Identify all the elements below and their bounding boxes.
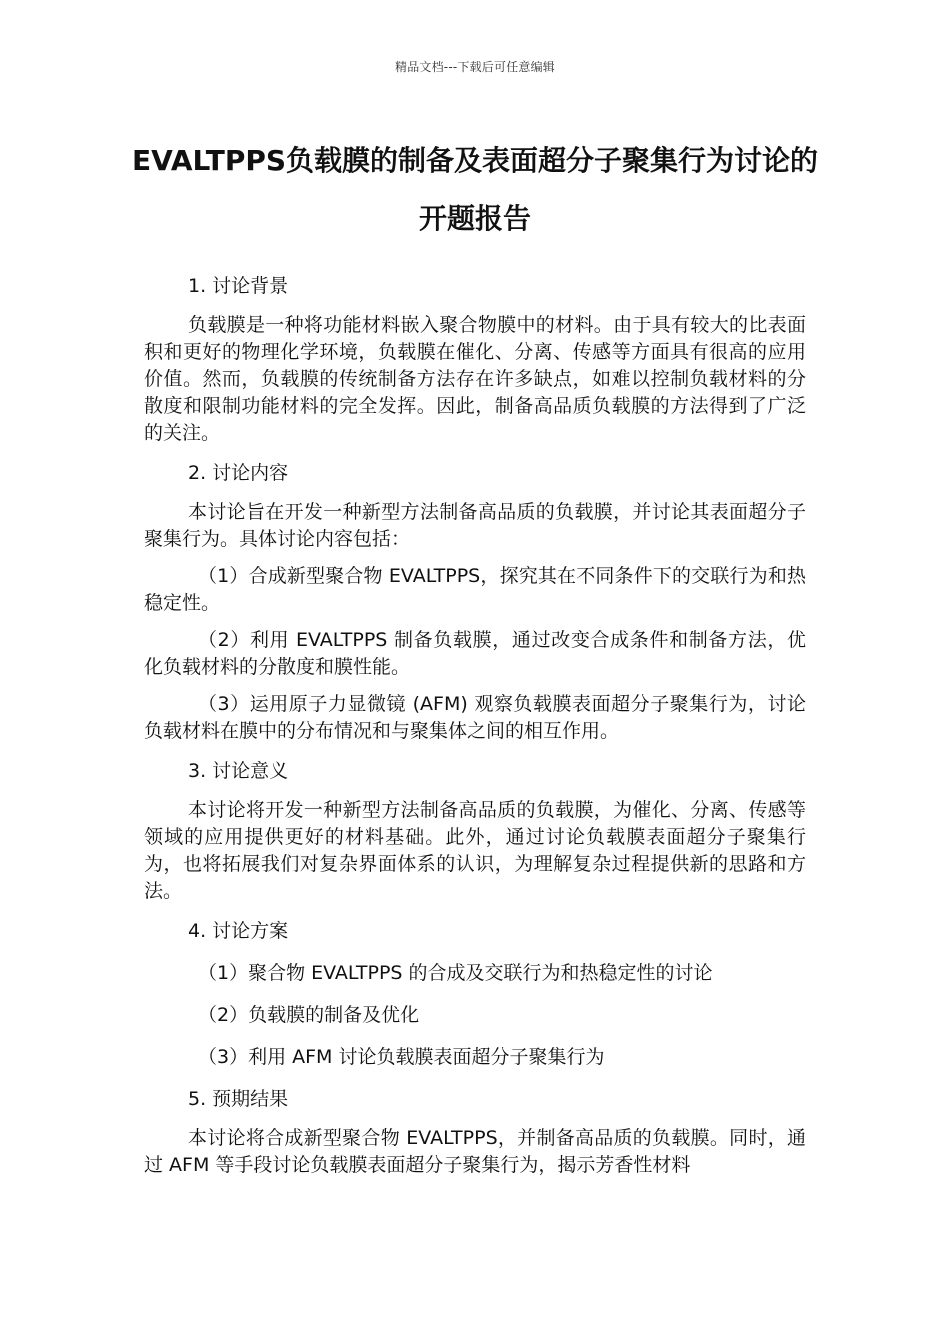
document-body — [144, 270, 806, 1189]
content-list-item: （3）运用原子力显微镜 (AFM) 观察负载膜表面超分子聚集行为，讨论负载材料在膜中的分布情况和与聚集体之间的相互作用。 — [144, 693, 806, 742]
section-paragraph-expected-results: 本讨论将合成新型聚合物 EVALTPPS，并制备高品质的负载膜。同时，通过 AFM 等手段讨论负载膜表面超分子聚集行为，揭示芳香性材料 — [144, 1127, 806, 1176]
plan-list-item: （2）负载膜的制备及优化 — [198, 1004, 420, 1026]
plan-list-item: （3）利用 AFM 讨论负载膜表面超分子聚集行为 — [198, 1046, 605, 1068]
document-title: EVALTPPS负载膜的制备及表面超分子聚集行为讨论的开题报告 — [131, 144, 819, 235]
section-heading-background: 1. 讨论背景 — [188, 275, 289, 297]
section-paragraph-background: 负载膜是一种将功能材料嵌入聚合物膜中的材料。由于具有较大的比表面积和更好的物理化学环境，负载膜在催化、分离、传感等方面具有很高的应用价值。然而，负载膜的传统制备方法存在许多缺点，如难以控制负载材料的分散度和限制功能材料的完全发挥。因此，制备高品质负载膜的方法得到了广泛的关注。 — [144, 314, 806, 444]
content-list-item: （2）利用 EVALTPPS 制备负载膜，通过改变合成条件和制备方法，优化负载材料的分散度和膜性能。 — [144, 629, 806, 678]
content-list-item: （1）合成新型聚合物 EVALTPPS，探究其在不同条件下的交联行为和热稳定性。 — [144, 565, 806, 614]
section-heading-significance: 3. 讨论意义 — [188, 760, 289, 782]
section-heading-expected-results: 5. 预期结果 — [188, 1088, 289, 1110]
section-heading-content: 2. 讨论内容 — [188, 462, 289, 484]
section-heading-plan: 4. 讨论方案 — [188, 920, 289, 942]
header-note: 精品文档---下载后可任意编辑 — [395, 60, 555, 74]
section-paragraph-significance: 本讨论将开发一种新型方法制备高品质的负载膜，为催化、分离、传感等领域的应用提供更好的材料基础。此外，通过讨论负载膜表面超分子聚集行为，也将拓展我们对复杂界面体系的认识，为理解复杂过程提供新的思路和方法。 — [144, 799, 806, 902]
section-paragraph-content: 本讨论旨在开发一种新型方法制备高品质的负载膜，并讨论其表面超分子聚集行为。具体讨论内容包括： — [144, 501, 806, 550]
plan-list-item: （1）聚合物 EVALTPPS 的合成及交联行为和热稳定性的讨论 — [198, 962, 713, 984]
